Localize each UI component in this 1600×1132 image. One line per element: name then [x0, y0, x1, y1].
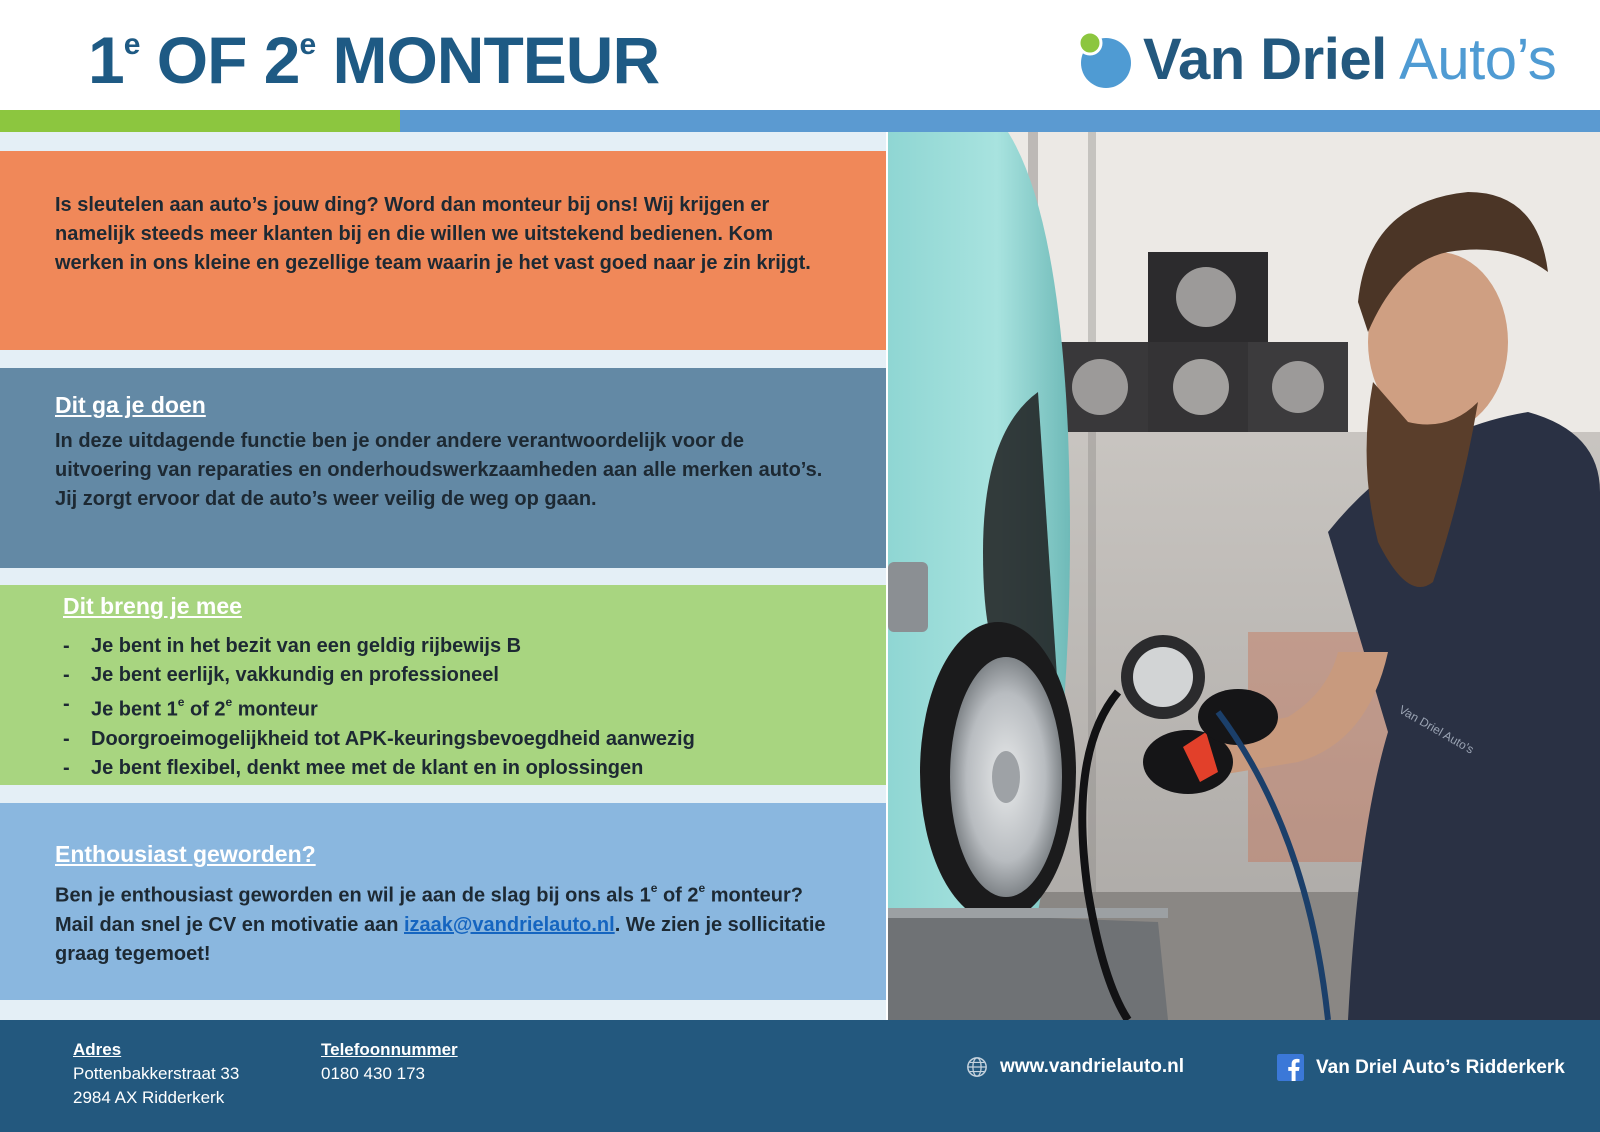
contact-heading: Enthousiast geworden? — [55, 841, 316, 867]
shirt-logo-text: Van Driel Auto's — [1396, 702, 1477, 757]
list-dash: - — [63, 635, 70, 657]
address-line-2: 2984 AX Ridderkerk — [73, 1088, 225, 1107]
tasks-section — [0, 368, 886, 568]
list-item-text: Je bent 1e of 2e monteur — [91, 695, 318, 721]
mechanic-illustration — [888, 132, 1600, 1020]
mechanic-photo — [888, 132, 1600, 1020]
list-item — [63, 754, 846, 783]
list-item — [63, 725, 846, 754]
globe-icon — [966, 1056, 988, 1078]
address-block — [73, 1038, 239, 1110]
website-link[interactable] — [966, 1056, 1184, 1078]
page-title: 1e OF 2e MONTEUR — [88, 23, 660, 97]
list-item — [63, 690, 846, 725]
list-dash: - — [63, 727, 70, 750]
logo-mark-icon — [1073, 30, 1133, 90]
requirements-heading: Dit breng je mee — [63, 593, 242, 619]
intro-section — [0, 151, 886, 350]
list-item — [63, 661, 846, 690]
list-dash: - — [63, 664, 70, 686]
facebook-text: Van Driel Auto’s Ridderkerk — [1316, 1056, 1565, 1078]
list-item-text: Je bent in het bezit van een geldig rijbewijs B — [91, 635, 522, 657]
contact-text: Ben je enthousiast geworden en wil je aan de slag bij ons als 1e of 2e monteur? Mail dan snel je CV en motivatie aan izaak@vandrielauto.nl. We zien je sollicitatie graag tegemoet! — [55, 881, 826, 965]
facebook-icon — [1277, 1054, 1304, 1081]
list-dash: - — [63, 693, 70, 715]
list-item-text: Je bent eerlijk, vakkundig en professioneel — [91, 664, 499, 686]
intro-text: Is sleutelen aan auto’s jouw ding? Word dan monteur bij ons! Wij krijgen er namelijk steeds meer klanten bij en die willen we uitstekend bedienen. Kom werken in ons kleine en gezellige team waarin je het vast goed naar je zin krijgt. — [55, 194, 811, 274]
logo-wordmark: Van Driel Auto’s — [1143, 27, 1557, 92]
company-logo — [1073, 26, 1593, 94]
phone-block — [321, 1038, 458, 1086]
phone-number[interactable]: 0180 430 173 — [321, 1064, 425, 1083]
facebook-link[interactable] — [1277, 1054, 1565, 1081]
page-header — [0, 0, 1600, 110]
page-footer — [0, 1020, 1600, 1132]
requirements-section — [0, 585, 886, 785]
list-item-text: Doorgroeimogelijkheid tot APK-keuringsbevoegdheid aanwezig — [91, 727, 695, 750]
phone-label: Telefoonnummer — [321, 1040, 458, 1059]
requirements-list — [63, 632, 846, 783]
website-text: www.vandrielauto.nl — [1000, 1056, 1185, 1077]
tasks-text: In deze uitdagende functie ben je onder andere verantwoordelijk voor de uitvoering van reparaties en onderhoudswerkzaamheden aan alle merken auto’s. Jij zorgt ervoor dat de auto’s weer veilig de weg op gaan. — [55, 430, 823, 510]
header-stripe-blue — [400, 110, 1600, 132]
address-label: Adres — [73, 1040, 122, 1059]
address-line-1: Pottenbakkerstraat 33 — [73, 1064, 240, 1083]
list-item — [63, 632, 846, 661]
tasks-heading: Dit ga je doen — [55, 392, 206, 418]
list-dash: - — [63, 756, 70, 779]
list-item-text: Je bent flexibel, denkt mee met de klant en in oplossingen — [91, 756, 644, 779]
email-link[interactable]: izaak@vandrielauto.nl — [404, 913, 615, 936]
contact-section — [0, 803, 886, 1000]
header-stripe-green — [0, 110, 410, 132]
